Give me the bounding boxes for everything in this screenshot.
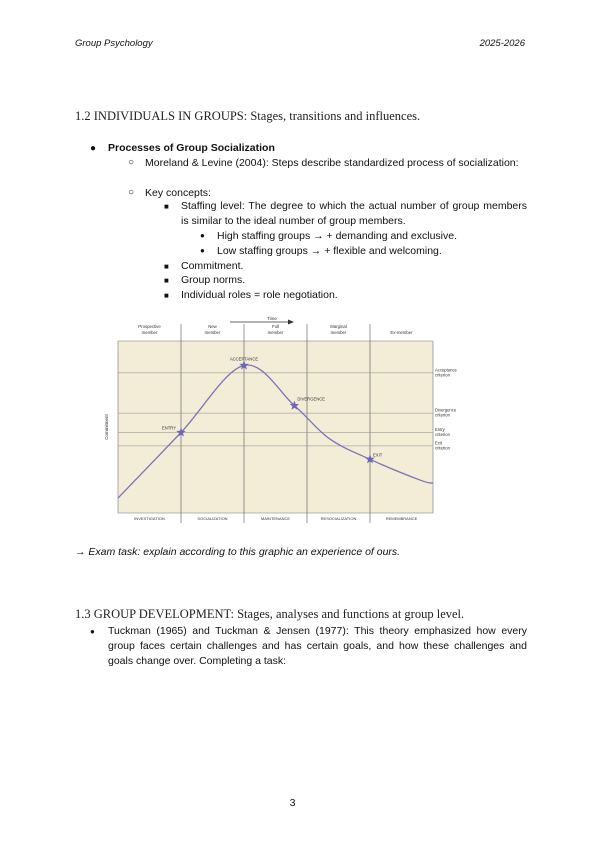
time-arrow-head-icon: [288, 320, 294, 325]
criterion-label: Entry: [435, 426, 445, 432]
group-norms-text: Group norms.: [181, 274, 246, 286]
square-bullet-icon: ■: [164, 276, 169, 285]
member-stage-label: Ex-member: [390, 330, 413, 335]
square-bullet-icon: ■: [164, 202, 169, 211]
criterion-label: Exit: [435, 440, 442, 446]
time-label: Time: [267, 316, 277, 321]
bullet-dot-icon: ●: [90, 627, 95, 636]
criterion-label: criterion: [435, 445, 450, 451]
key-concepts-text: Key concepts:: [145, 187, 211, 199]
section-title-1-2: 1.2 INDIVIDUALS IN GROUPS: Stages, transitions and influences.: [75, 109, 421, 123]
bullet-dot-icon: ●: [90, 143, 97, 154]
member-stage-label: Full: [272, 324, 279, 329]
phase-label: RESOCIALIZATION: [320, 516, 357, 521]
phase-label: MAINTENANCE: [260, 516, 291, 521]
circle-bullet-icon: ○: [128, 157, 135, 168]
square-bullet-icon: ■: [164, 262, 169, 271]
bullet-socialization-title: Processes of Group Socialization: [108, 142, 275, 154]
member-stage-label: member: [267, 330, 284, 335]
square-bullet-icon: ■: [164, 291, 169, 300]
header-title: Group Psychology: [75, 38, 153, 49]
header-year: 2025-2026: [479, 38, 525, 49]
group-socialization-chart: [100, 316, 457, 526]
member-stage-label: member: [330, 330, 347, 335]
moreland-levine-text: Moreland & Levine (2004): Steps describe standardized process of socialization:: [145, 157, 519, 169]
commitment-text: Commitment.: [181, 260, 244, 272]
criterion-label: criterion: [435, 431, 450, 437]
phase-label: INVESTIGATION: [134, 516, 165, 521]
criterion-label: Divergence: [435, 407, 457, 413]
transition-label: ACCEPTANCE: [229, 356, 259, 362]
member-stage-label: Marginal: [330, 324, 347, 329]
transition-label: DIVERGENCE: [297, 396, 326, 402]
criterion-label: criterion: [435, 412, 450, 418]
transition-label: ENTRY: [161, 425, 176, 431]
y-axis-label: Commitment: [104, 414, 109, 440]
criterion-label: criterion: [435, 372, 450, 378]
exam-task: [75, 546, 400, 558]
phase-label: REMEMBRANCE: [385, 516, 418, 521]
arrow-right-icon: →: [75, 546, 86, 558]
tuckman-text: Tuckman (1965) and Tuckman & Jensen (1977): This theory emphasized how every group faces certain challenges and has certain goals, and how these challenges and goals change over. Completing a task:: [108, 625, 527, 667]
circle-bullet-icon: ○: [128, 187, 135, 198]
bullet-dot-icon: ●: [200, 231, 205, 240]
member-stage-label: member: [141, 330, 158, 335]
staffing-level-text: Staffing level: The degree to which the actual number of group members is similar to the ideal number of group members.: [181, 200, 527, 227]
member-stage-label: New: [208, 324, 217, 329]
exam-task-text: Exam task: explain according to this graphic an experience of ours.: [88, 546, 401, 558]
page-number: 3: [289, 797, 296, 809]
member-stage-label: member: [204, 330, 221, 335]
high-staffing-text: High staffing groups → + demanding and exclusive.: [217, 230, 457, 242]
section-title-1-3: 1.3 GROUP DEVELOPMENT: Stages, analyses and functions at group level.: [75, 607, 465, 621]
individual-roles-text: Individual roles = role negotiation.: [181, 289, 338, 301]
low-staffing-text: Low staffing groups → + flexible and welcoming.: [217, 245, 442, 257]
transition-label: EXIT: [373, 452, 383, 458]
bullet-dot-icon: ●: [200, 246, 205, 255]
phase-label: SOCIALIZATION: [197, 516, 228, 521]
member-stage-label: Prospective: [138, 324, 161, 329]
criterion-label: Acceptance: [435, 367, 457, 373]
